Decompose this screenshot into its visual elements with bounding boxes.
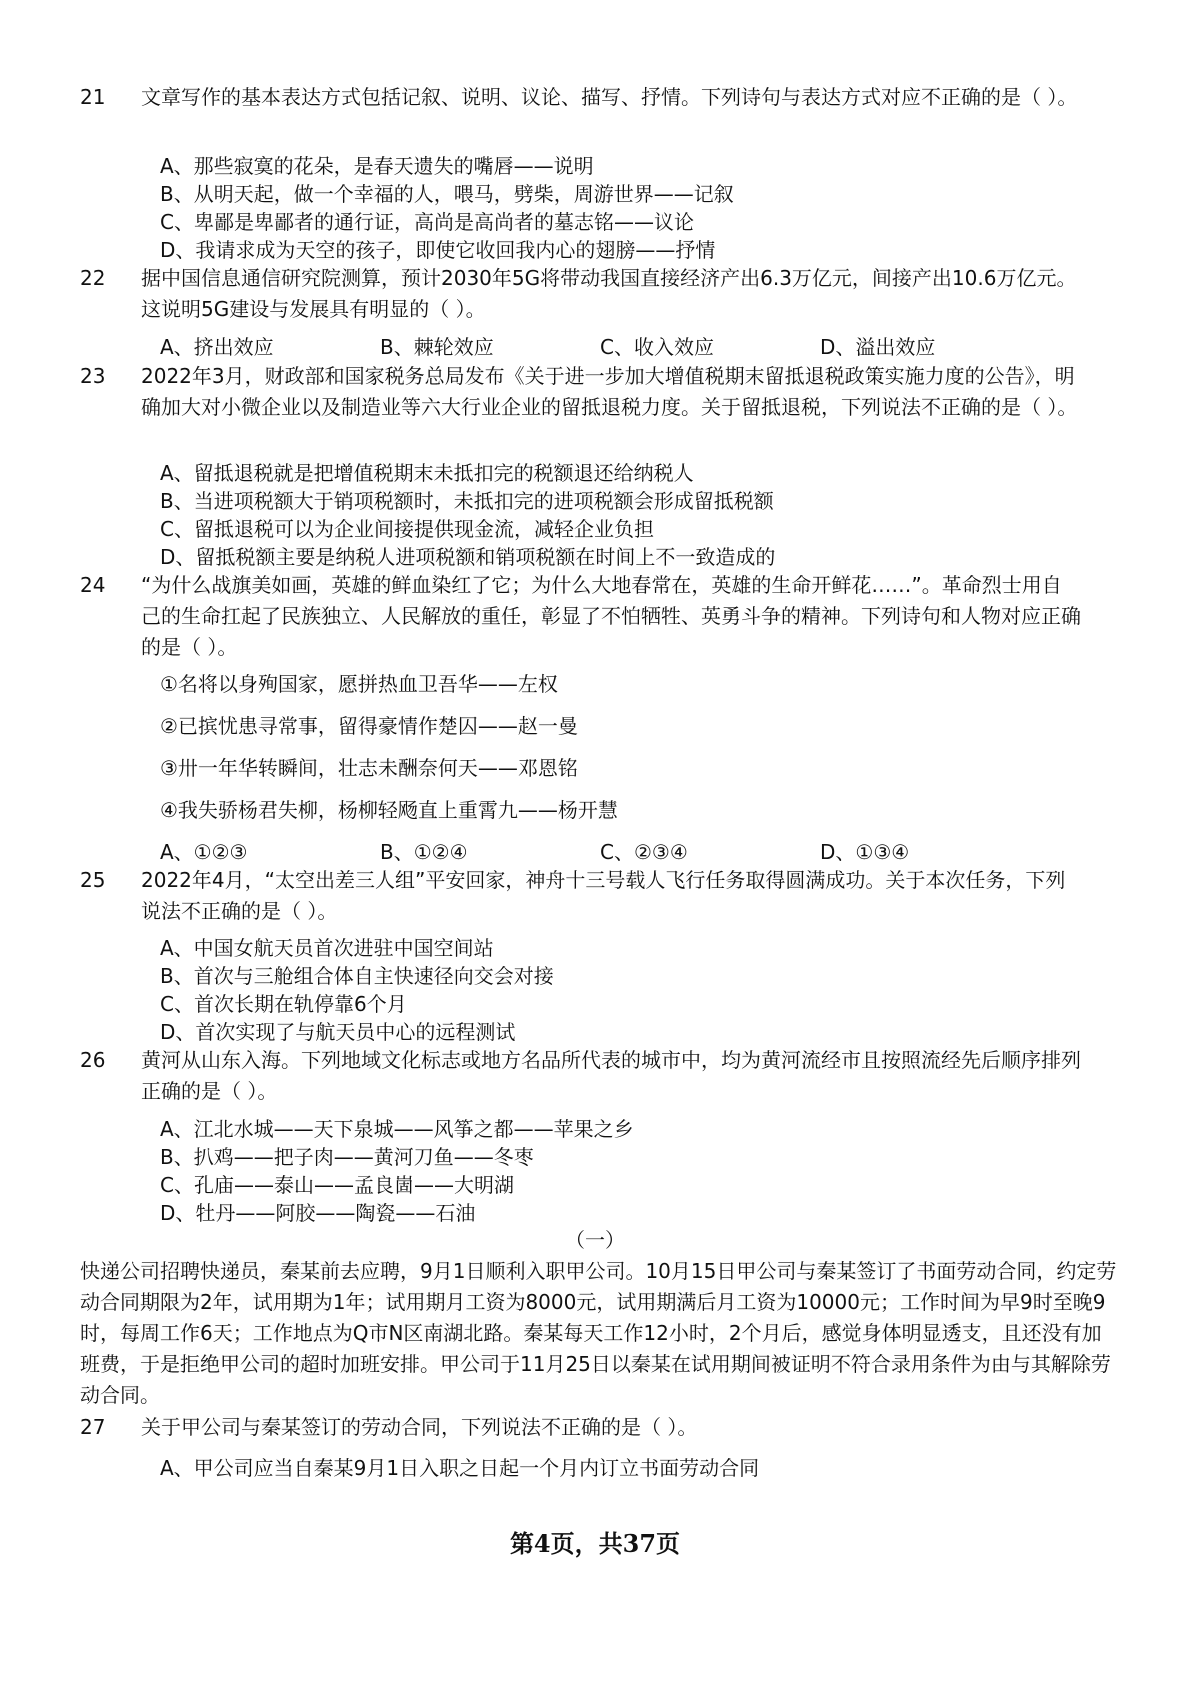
question-text: 2022年3月，财政部和国家税务总局发布《关于进一步加大增值税期末留抵退税政策实施力度的公告》，明确加大对小微企业以及制造业等六大行业企业的留抵退税力度。关于留抵退税，下列说法不正确的是（ ）。 [141, 364, 1078, 419]
question-text: 关于甲公司与秦某签订的劳动合同，下列说法不正确的是（ ）。 [141, 1415, 698, 1439]
option-b: B、从明天起，做一个幸福的人，喂马，劈柴，周游世界——记叙 [160, 182, 734, 206]
poem-item-2: ②已摈忧患寻常事，留得豪情作楚囚——赵一曼 [160, 714, 578, 738]
option-c: C、卑鄙是卑鄙者的通行证，高尚是高尚者的墓志铭——议论 [160, 210, 694, 234]
question-number: 22 [80, 266, 106, 290]
option-d: D、留抵税额主要是纳税人进项税额和销项税额在时间上不一致造成的 [160, 545, 776, 569]
option-a: A、挤出效应 [160, 335, 274, 359]
option-c: C、首次长期在轨停靠6个月 [160, 992, 407, 1016]
question-text: “为什么战旗美如画，英雄的鲜血染红了它；为什么大地春常在，英雄的生命开鲜花……”。革命烈士用自己的生命扛起了民族独立、人民解放的重任，彰显了不怕牺牲、英勇斗争的精神。下列诗句和人物对应正确的是（ ）。 [141, 573, 1081, 659]
option-a: A、中国女航天员首次进驻中国空间站 [160, 936, 494, 960]
option-a: A、留抵退税就是把增值税期末未抵扣完的税额退还给纳税人 [160, 461, 694, 485]
option-b: B、①②④ [380, 840, 468, 864]
question-text: 2022年4月，“太空出差三人组”平安回家，神舟十三号载人飞行任务取得圆满成功。关于本次任务，下列说法不正确的是（ ）。 [141, 868, 1066, 923]
option-d: D、首次实现了与航天员中心的远程测试 [160, 1020, 516, 1044]
question-number: 27 [80, 1415, 106, 1439]
question-text: 文章写作的基本表达方式包括记叙、说明、议论、描写、抒情。下列诗句与表达方式对应不正确的是（ ）。 [141, 85, 1078, 109]
poem-item-4: ④我失骄杨君失柳，杨柳轻飏直上重霄九——杨开慧 [160, 798, 618, 822]
question-number: 21 [80, 85, 106, 109]
case-passage: 快递公司招聘快递员，秦某前去应聘，9月1日顺利入职甲公司。10月15日甲公司与秦某签订了书面劳动合同，约定劳动合同期限为2年，试用期为1年；试用期月工资为8000元，试用期满后月工资为10000元；工作时间为早9时至晚9时，每周工作6天；工作地点为Q市N区南湖北路。秦某每天工作12小时，2个月后，感觉身体明显透支，且还没有加班费，于是拒绝甲公司的超时加班安排。甲公司于11月25日以秦某在试用期间被证明不符合录用条件为由与其解除劳动合同。 [80, 1259, 1117, 1407]
option-b: B、扒鸡——把子肉——黄河刀鱼——冬枣 [160, 1145, 534, 1169]
option-a: A、①②③ [160, 840, 248, 864]
option-c: C、②③④ [600, 840, 688, 864]
question-text: 据中国信息通信研究院测算，预计2030年5G将带动我国直接经济产出6.3万亿元，间接产出10.6万亿元。这说明5G建设与发展具有明显的（ ）。 [141, 266, 1077, 321]
question-text: 黄河从山东入海。下列地域文化标志或地方名品所代表的城市中，均为黄河流经市且按照流经先后顺序排列正确的是（ ）。 [141, 1048, 1081, 1103]
option-a: A、那些寂寞的花朵，是春天遗失的嘴唇——说明 [160, 154, 594, 178]
option-b: B、首次与三舱组合体自主快速径向交会对接 [160, 964, 554, 988]
option-c: C、收入效应 [600, 335, 714, 359]
option-a: A、甲公司应当自秦某9月1日入职之日起一个月内订立书面劳动合同 [160, 1456, 760, 1480]
page-number: 第4页，共37页 [509, 1529, 681, 1558]
option-d: D、溢出效应 [820, 335, 936, 359]
option-c: C、留抵退税可以为企业间接提供现金流，减轻企业负担 [160, 517, 654, 541]
option-b: B、棘轮效应 [380, 335, 494, 359]
poem-item-1: ①名将以身殉国家，愿拼热血卫吾华——左权 [160, 672, 558, 696]
question-number: 26 [80, 1048, 106, 1072]
question-number: 23 [80, 364, 106, 388]
option-d: D、我请求成为天空的孩子，即使它收回我内心的翅膀——抒情 [160, 238, 716, 262]
option-c: C、孔庙——泰山——孟良崮——大明湖 [160, 1173, 514, 1197]
question-number: 24 [80, 573, 106, 597]
option-d: D、①③④ [820, 840, 910, 864]
poem-item-3: ③卅一年华转瞬间，壮志未酬奈何天——邓恩铭 [160, 756, 578, 780]
option-a: A、江北水城——天下泉城——风筝之都——苹果之乡 [160, 1117, 634, 1141]
option-d: D、牡丹——阿胶——陶瓷——石油 [160, 1201, 476, 1225]
question-number: 25 [80, 868, 106, 892]
section-heading: （一） [565, 1228, 625, 1252]
option-b: B、当进项税额大于销项税额时，未抵扣完的进项税额会形成留抵税额 [160, 489, 774, 513]
